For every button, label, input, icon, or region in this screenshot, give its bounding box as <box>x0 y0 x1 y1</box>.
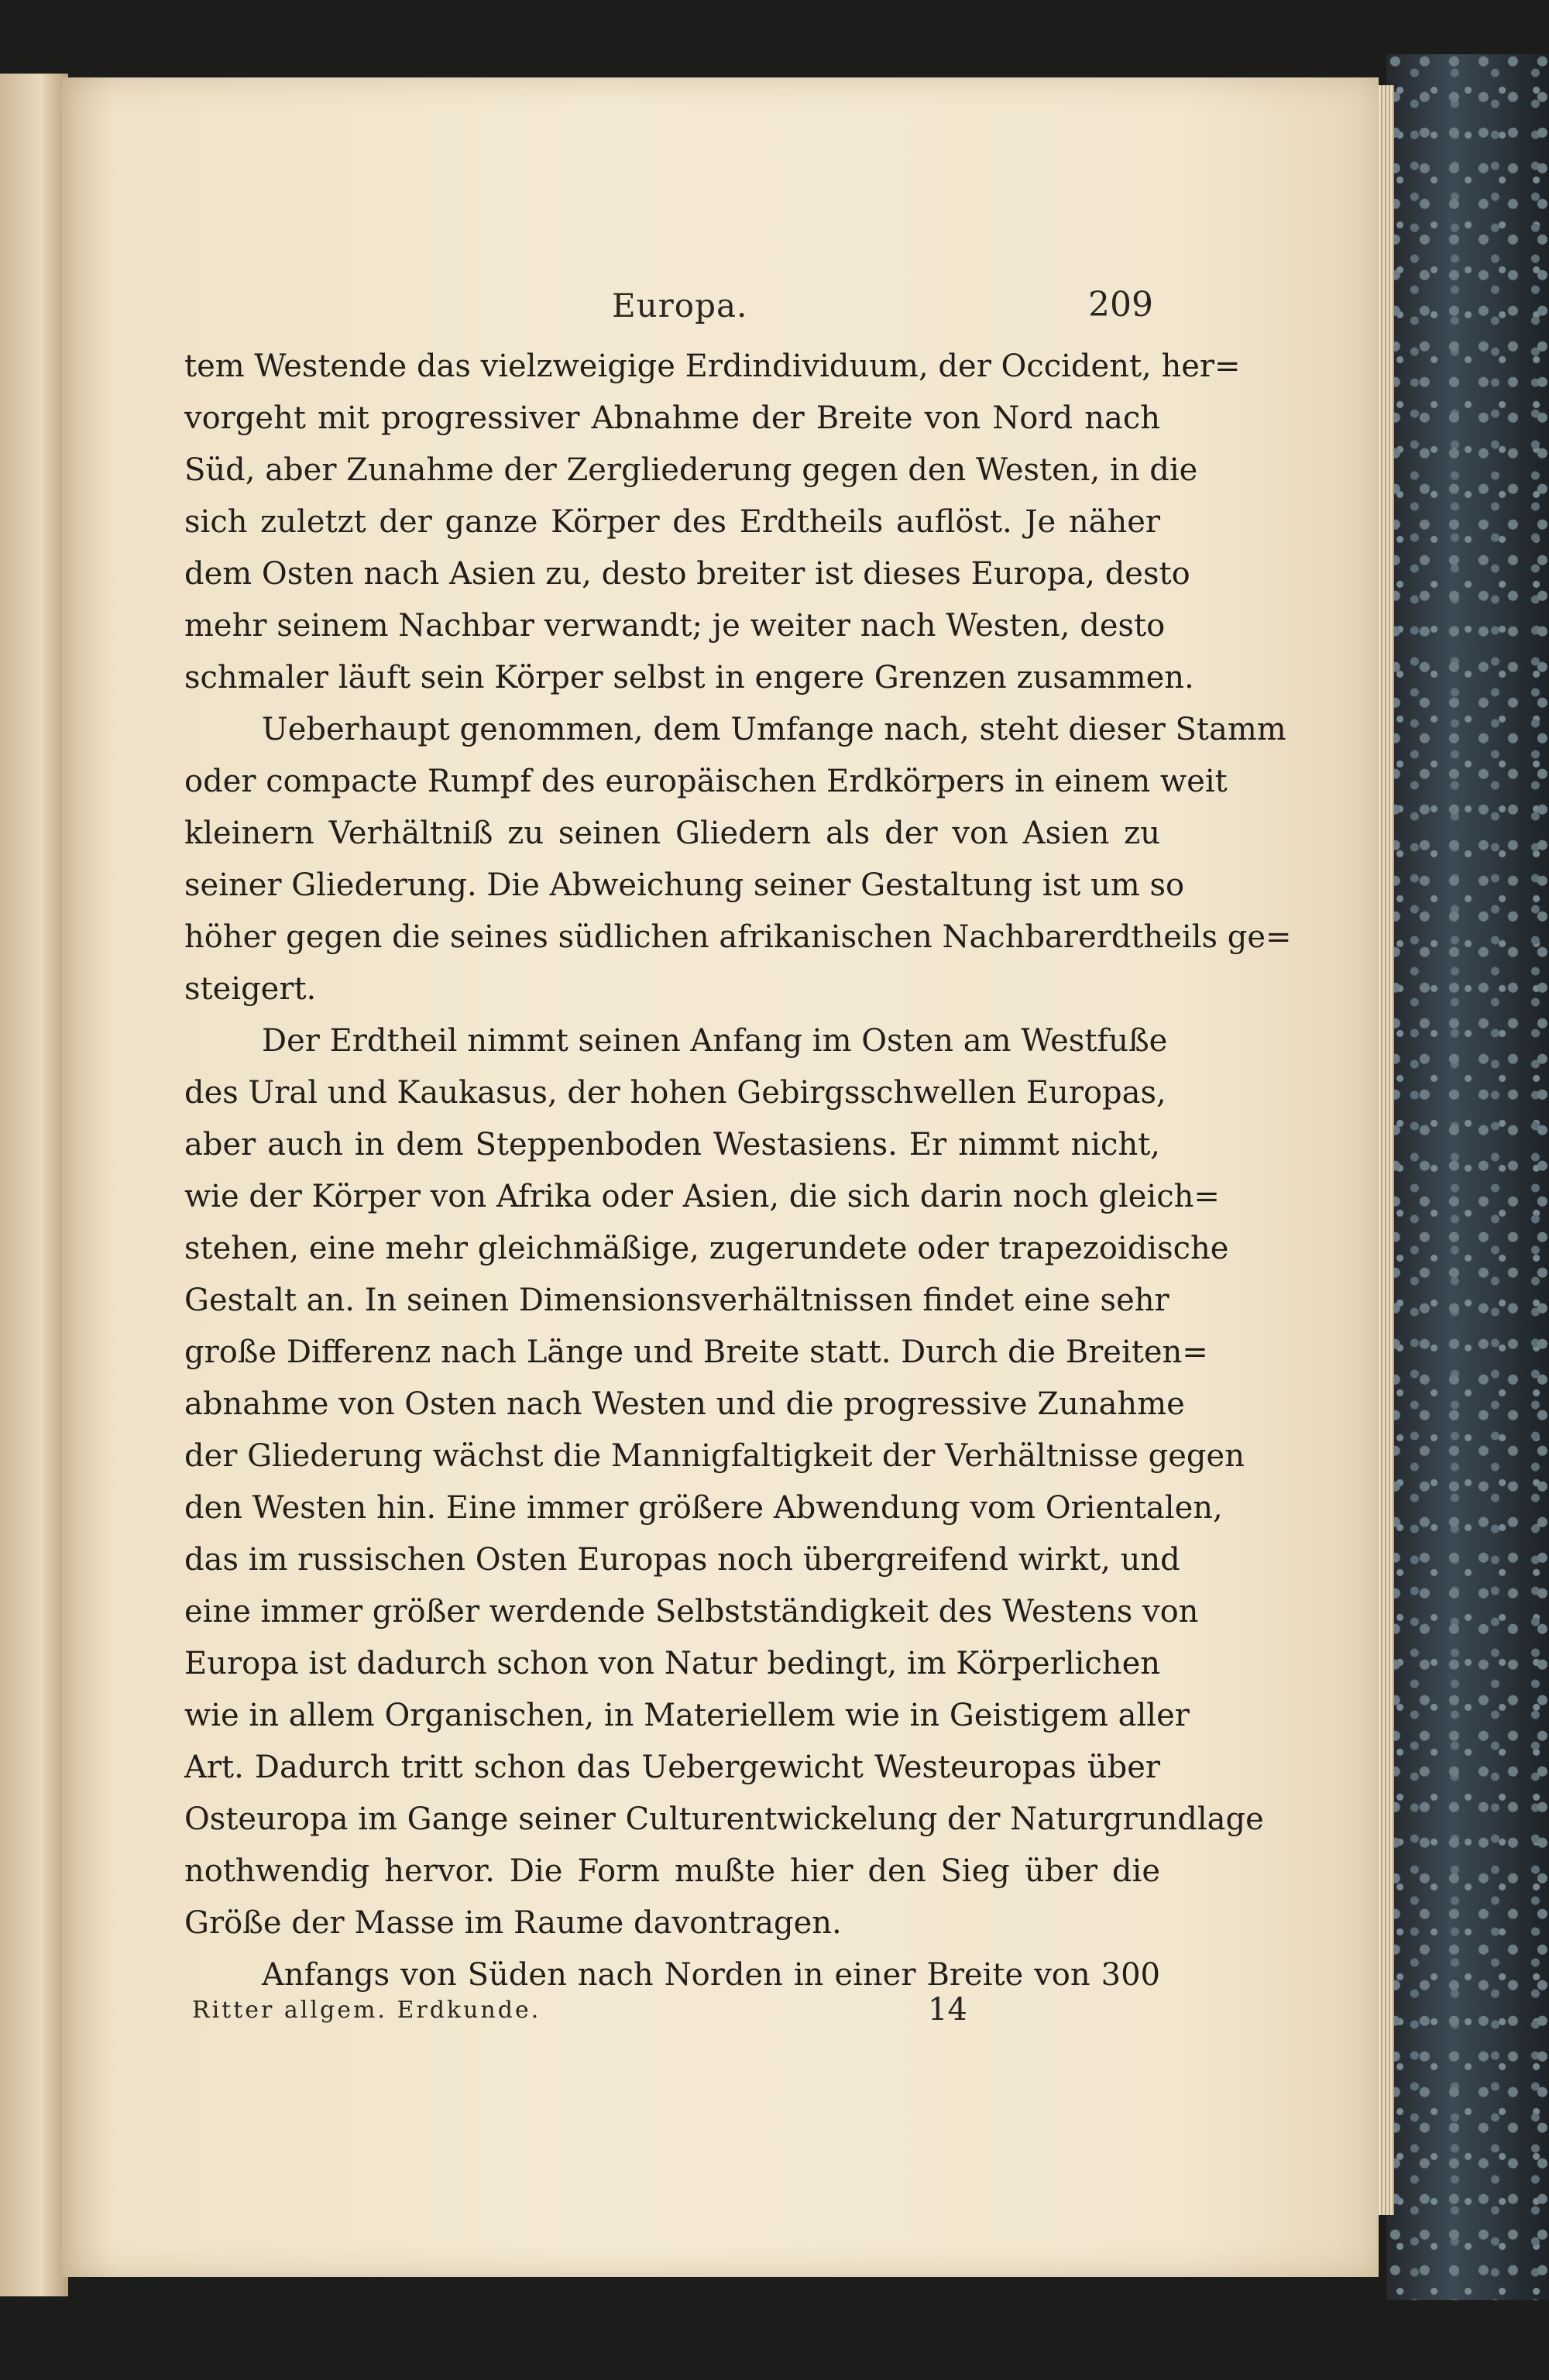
text-line: steigert. <box>184 971 317 1007</box>
text-line: Art. Dadurch tritt schon das Uebergewicht Westeuropas über <box>184 1750 1160 1785</box>
text-line: höher gegen die seines südlichen afrikanischen Nachbarerdtheils ge= <box>184 919 1292 955</box>
text-line: sich zuletzt der ganze Körper des Erdtheils auflöst. Je näher <box>184 504 1160 540</box>
text-line: aber auch in dem Steppenboden Westasiens. Er nimmt nicht, <box>184 1127 1160 1163</box>
text-line: mehr seinem Nachbar verwandt; je weiter nach Westen, desto <box>184 608 1166 644</box>
text-line: vorgeht mit progressiver Abnahme der Breite von Nord nach <box>184 400 1160 436</box>
signature-mark: 14 <box>928 1992 967 2028</box>
text-line: Europa ist dadurch schon von Natur bedingt, im Körperlichen <box>184 1646 1160 1681</box>
text-line: dem Osten nach Asien zu, desto breiter ist dieses Europa, desto <box>184 556 1190 592</box>
page-number: 209 <box>1088 285 1153 325</box>
text-line: große Differenz nach Länge und Breite statt. Durch die Breiten= <box>184 1334 1208 1370</box>
text-line: abnahme von Osten nach Westen und die progressive Zunahme <box>184 1386 1185 1422</box>
text-line: des Ural und Kaukasus, der hohen Gebirgsschwellen Europas, <box>184 1075 1166 1111</box>
text-line: Ueberhaupt genommen, dem Umfange nach, steht dieser Stamm <box>262 712 1286 747</box>
text-line: eine immer größer werdende Selbstständigkeit des Westens von <box>184 1594 1199 1630</box>
text-line: Anfangs von Süden nach Norden in einer Breite von 300 <box>262 1957 1160 1993</box>
running-header: Europa. <box>612 287 748 325</box>
facing-page <box>0 74 68 2296</box>
text-line: oder compacte Rumpf des europäischen Erdkörpers in einem weit <box>184 764 1228 799</box>
text-line: den Westen hin. Eine immer größere Abwendung vom Orientalen, <box>184 1490 1223 1526</box>
text-line: Größe der Masse im Raume davontragen. <box>184 1905 842 1941</box>
text-line: das im russischen Osten Europas noch übergreifend wirkt, und <box>184 1542 1180 1578</box>
body-text <box>184 341 1292 2001</box>
text-line: seiner Gliederung. Die Abweichung seiner Gestaltung ist um so <box>184 867 1185 903</box>
book-cover <box>1386 54 1549 2300</box>
footer-source: Ritter allgem. Erdkunde. <box>192 1997 541 2024</box>
text-line: Der Erdtheil nimmt seinen Anfang im Osten am Westfuße <box>262 1023 1168 1059</box>
text-line: Süd, aber Zunahme der Zergliederung gegen den Westen, in die <box>184 452 1198 488</box>
text-line: schmaler läuft sein Körper selbst in engere Grenzen zusammen. <box>184 660 1194 695</box>
text-line: stehen, eine mehr gleichmäßige, zugerundete oder trapezoidische <box>184 1231 1229 1266</box>
text-line: Osteuropa im Gange seiner Culturentwickelung der Naturgrundlage <box>184 1801 1264 1837</box>
text-line: Gestalt an. In seinen Dimensionsverhältnissen findet eine sehr <box>184 1283 1169 1318</box>
text-line: der Gliederung wächst die Mannigfaltigkeit der Verhältnisse gegen <box>184 1438 1245 1474</box>
text-line: wie in allem Organischen, in Materiellem wie in Geistigem aller <box>184 1698 1190 1733</box>
text-line: nothwendig hervor. Die Form mußte hier den Sieg über die <box>184 1853 1160 1889</box>
text-line: wie der Körper von Afrika oder Asien, die sich darin noch gleich= <box>184 1179 1220 1214</box>
text-line: tem Westende das vielzweigige Erdindividuum, der Occident, her= <box>184 349 1241 384</box>
text-line: kleinern Verhältniß zu seinen Gliedern als der von Asien zu <box>184 816 1160 851</box>
